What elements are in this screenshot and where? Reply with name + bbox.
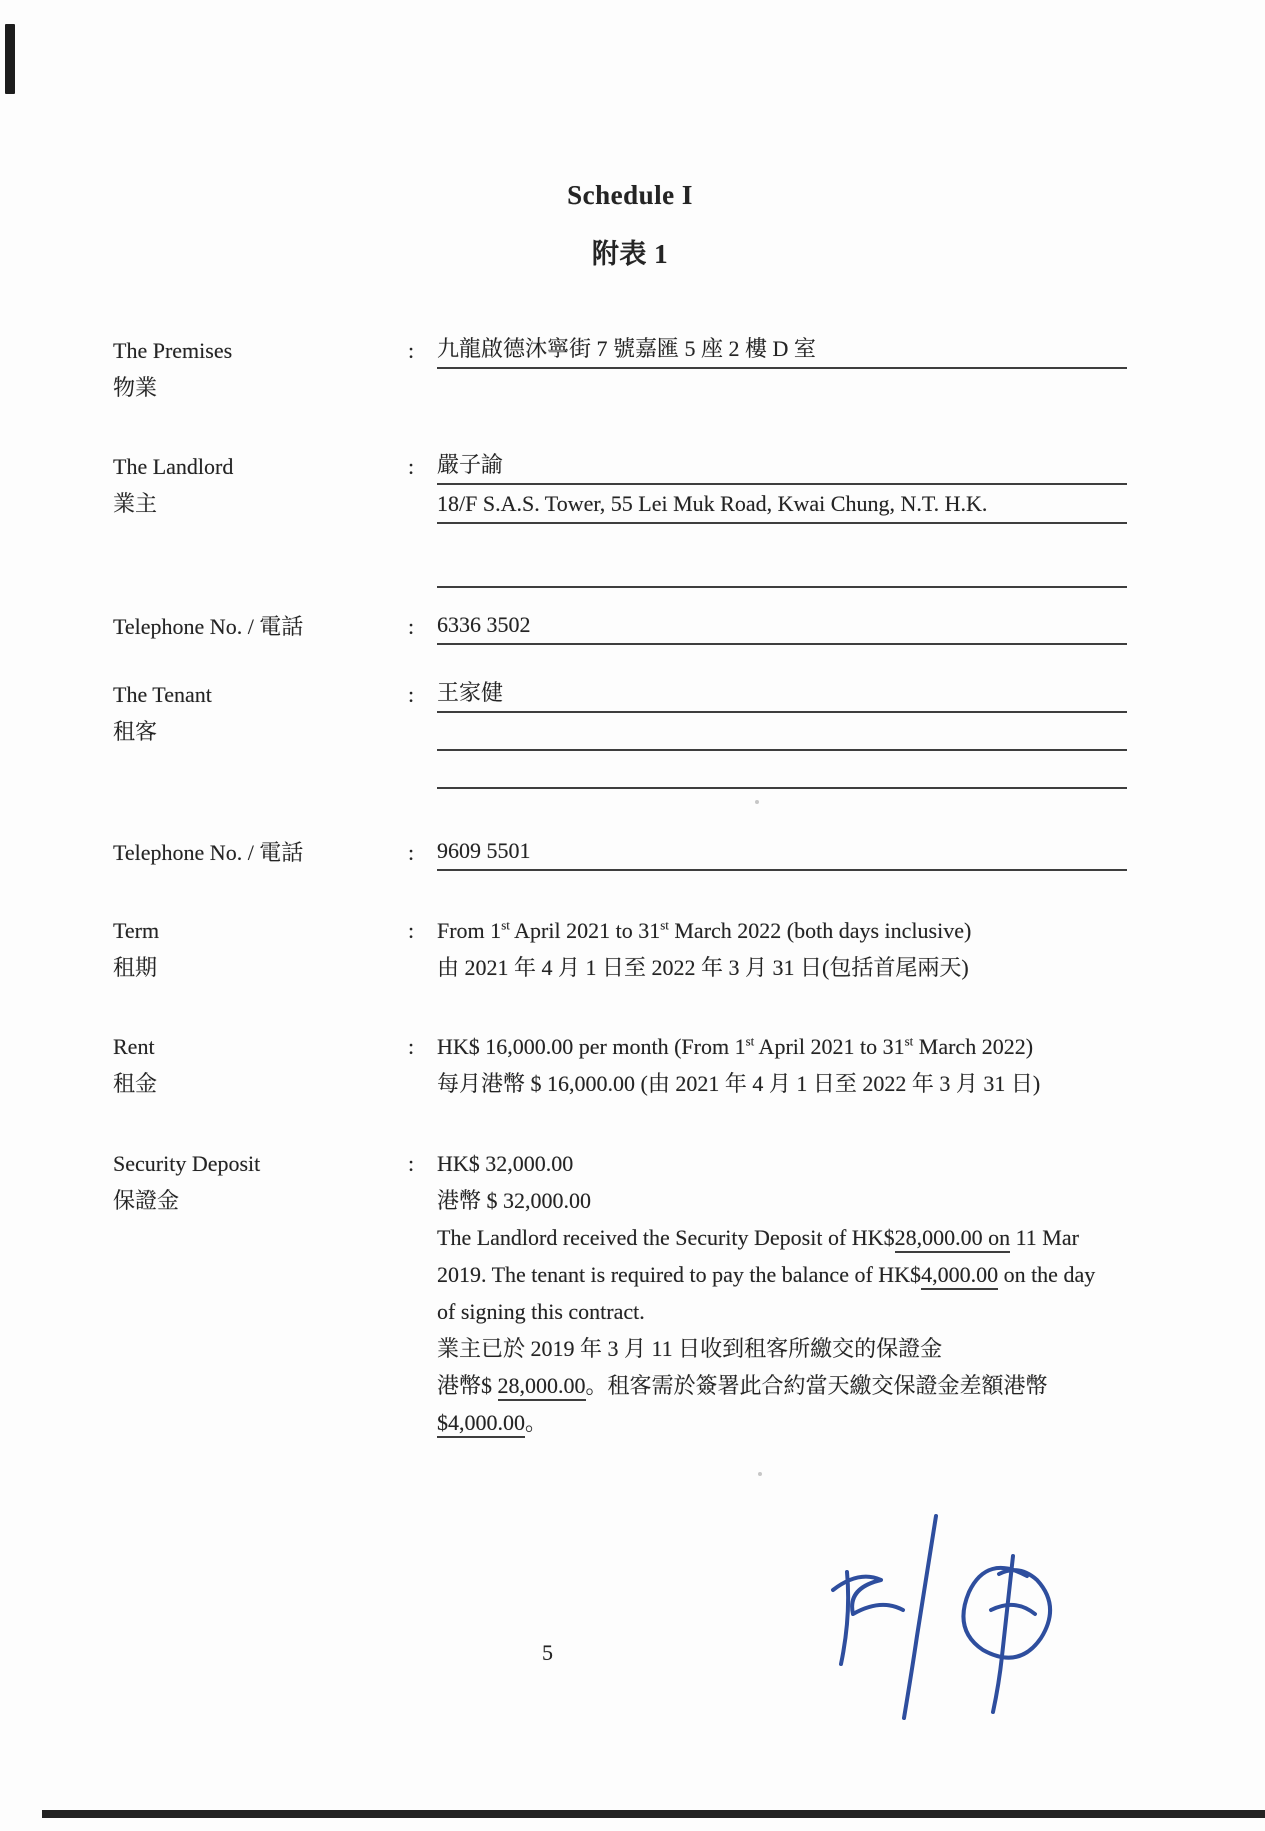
deposit-paragraph-zh-line3: $4,000.00。 — [437, 1404, 1127, 1441]
row-rent — [113, 1028, 1127, 1102]
deposit-amount-received: 28,000.00 on — [895, 1225, 1011, 1253]
row-term — [113, 912, 1127, 986]
colon: : — [408, 454, 415, 479]
rent-label-zh: 租金 — [113, 1071, 158, 1096]
deposit-amount-received-zh: 28,000.00 — [498, 1373, 586, 1401]
landlord-label-zh: 業主 — [113, 491, 158, 516]
colon: : — [408, 840, 415, 865]
term-label-en: Term — [113, 918, 160, 943]
deposit-balance-amount: 4,000.00 — [921, 1262, 998, 1290]
row-telephone-tenant — [113, 834, 1127, 873]
term-label-zh: 租期 — [113, 955, 158, 980]
row-premises — [113, 332, 1127, 406]
deposit-amount-en: HK$ 32,000.00 — [437, 1151, 574, 1176]
premises-label-en: The Premises — [113, 338, 233, 363]
handwritten-signature — [795, 1498, 1085, 1748]
ordinal-suffix: st — [745, 1033, 755, 1049]
deposit-amount-zh: 港幣 $ 32,000.00 — [437, 1188, 592, 1213]
tenant-label-zh: 租客 — [113, 719, 158, 744]
ordinal-suffix: st — [660, 917, 669, 933]
scan-edge-artifact-left — [5, 24, 15, 94]
deposit-paragraph-zh-line1: 業主已於 2019 年 3 月 11 日收到租客所繳交的保證金 — [437, 1336, 943, 1361]
colon: : — [408, 614, 415, 639]
tenant-name: 王家健 — [437, 676, 1127, 713]
page-number: 5 — [542, 1640, 553, 1665]
premises-label-zh: 物業 — [113, 375, 158, 400]
landlord-label-en: The Landlord — [113, 454, 234, 479]
term-value-zh: 由 2021 年 4 月 1 日至 2022 年 3 月 31 日(包括首尾兩天) — [437, 955, 969, 980]
telephone-tenant-value: 9609 5501 — [437, 834, 1127, 871]
colon: : — [408, 338, 415, 363]
row-landlord — [113, 448, 1127, 590]
premises-value: 九龍啟德沐寧街 7 號嘉匯 5 座 2 樓 D 室 — [437, 332, 1127, 369]
landlord-address: 18/F S.A.S. Tower, 55 Lei Muk Road, Kwai Chung, N.T. H.K. — [437, 487, 1127, 524]
row-security-deposit — [113, 1145, 1127, 1441]
deposit-paragraph-en-line1: The Landlord received the Security Deposit of HK$28,000.00 on 11 Mar — [437, 1219, 1127, 1256]
colon: : — [408, 1151, 415, 1176]
rent-label-en: Rent — [113, 1034, 155, 1059]
ordinal-suffix: st — [501, 917, 510, 933]
scan-speck — [758, 1472, 762, 1476]
signature-ink — [833, 1516, 1050, 1718]
rent-value-zh: 每月港幣 $ 16,000.00 (由 2021 年 4 月 1 日至 2022 年 3 月 31 日) — [437, 1071, 1041, 1096]
landlord-name: 嚴子諭 — [437, 448, 1127, 485]
telephone-tenant-label: Telephone No. / 電話 — [113, 840, 304, 865]
landlord-blank-line — [437, 526, 1127, 588]
colon: : — [408, 682, 415, 707]
schedule-title-en: Schedule I — [567, 180, 693, 210]
deposit-paragraph-zh-line2: 港幣$ 28,000.00。租客需於簽署此合約當天繳交保證金差額港幣 — [437, 1367, 1127, 1404]
schedule-title-zh: 附表 1 — [591, 239, 669, 269]
colon: : — [408, 1034, 415, 1059]
deposit-label-zh: 保證金 — [113, 1188, 180, 1213]
telephone-landlord-value: 6336 3502 — [437, 608, 1127, 645]
tenant-blank-line — [437, 753, 1127, 789]
row-tenant — [113, 676, 1127, 791]
scan-speck — [755, 800, 759, 804]
colon: : — [408, 918, 415, 943]
ordinal-suffix: st — [904, 1033, 914, 1049]
row-telephone-landlord — [113, 608, 1127, 647]
term-value-en: From 1st April 2021 to 31st March 2022 (both days inclusive) — [437, 917, 972, 943]
telephone-landlord-label: Telephone No. / 電話 — [113, 614, 304, 639]
tenant-label-en: The Tenant — [113, 682, 212, 707]
deposit-balance-amount-zh: $4,000.00 — [437, 1410, 525, 1438]
deposit-label-en: Security Deposit — [113, 1151, 261, 1176]
deposit-paragraph-en-line3: of signing this contract. — [437, 1299, 645, 1324]
tenant-blank-line — [437, 715, 1127, 751]
deposit-paragraph-en-line2: 2019. The tenant is required to pay the balance of HK$4,000.00 on the day — [437, 1256, 1127, 1293]
rent-value-en: HK$ 16,000.00 per month (From 1st April 2021 to 31st March 2022) — [437, 1033, 1034, 1059]
scan-edge-artifact-bottom — [42, 1810, 1265, 1818]
